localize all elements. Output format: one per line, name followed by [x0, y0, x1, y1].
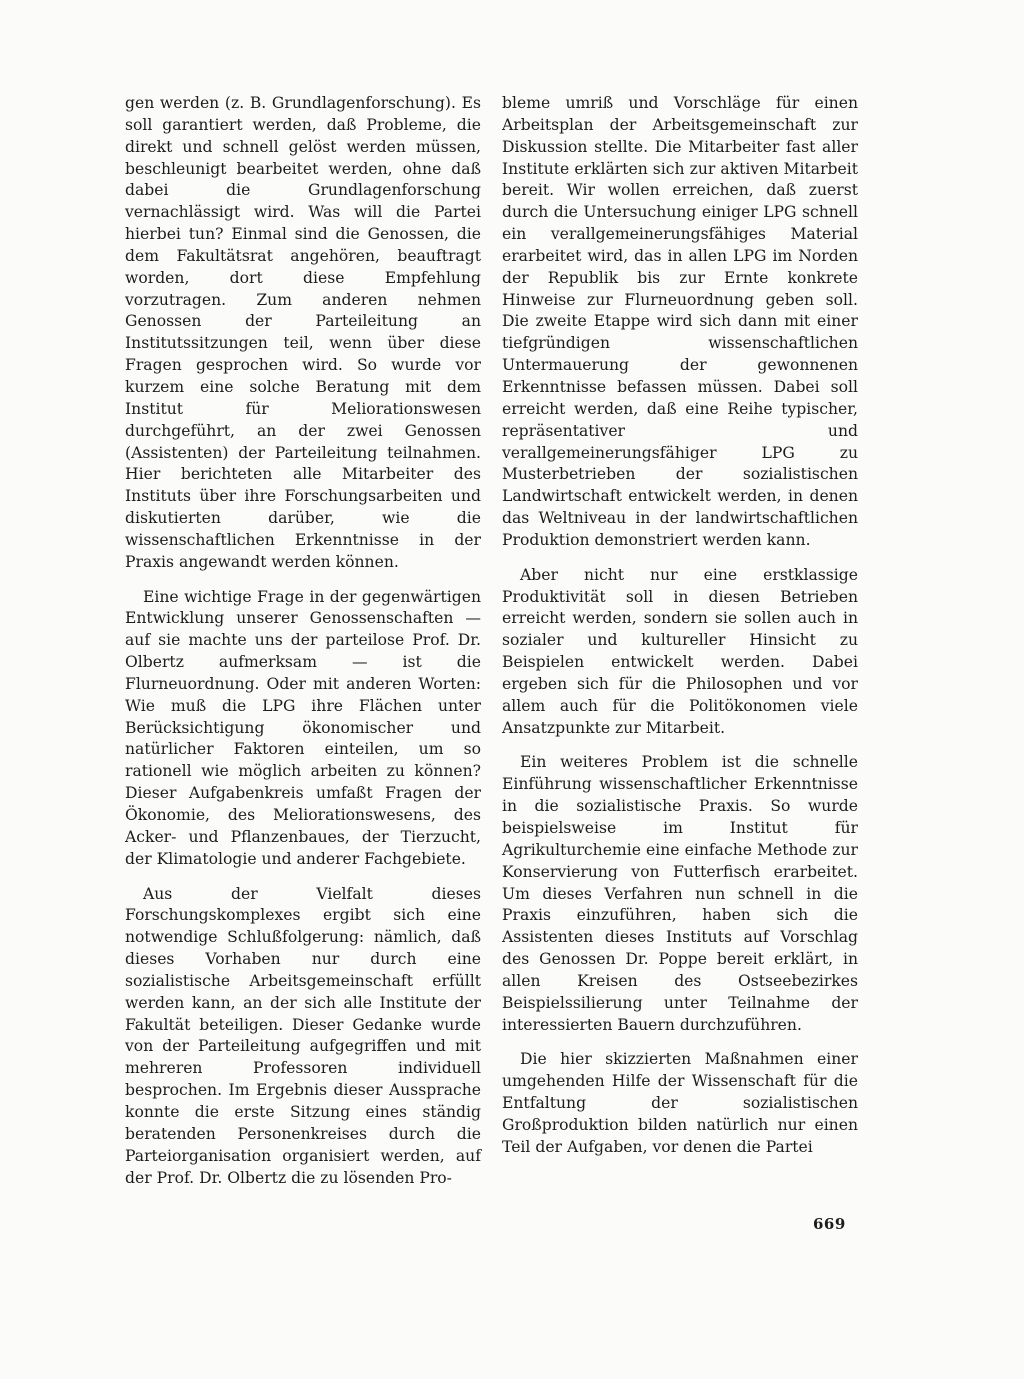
- page-number: 669: [813, 1215, 846, 1233]
- paragraph: Die hier skizzierten Maßnahmen einer umgehenden Hilfe der Wissenschaft für die Entfaltung der sozialistischen Großproduktion bilden natürlich nur einen Teil der Aufgaben, vor denen die Partei: [502, 1050, 858, 1156]
- right-column: [502, 93, 858, 1172]
- left-column: [125, 93, 481, 1202]
- paragraph: Ein weiteres Problem ist die schnelle Einführung wissenschaftlicher Erkenntnisse in die sozialistische Praxis. So wurde beispielsweise im Institut für Agrikulturchemie eine einfache Methode zur Konservierung von Futterfisch erarbeitet. Um dieses Verfahren nun schnell in die Praxis einzuführen, haben sich die Assistenten dieses Instituts auf Vorschlag des Genossen Dr. Poppe bereit erklärt, in allen Kreisen des Ostseebezirkes Beispielssilierung unter Teilnahme der interessierten Bauern durchzuführen.: [502, 753, 858, 1034]
- paragraph: Eine wichtige Frage in der gegenwärtigen Entwicklung unserer Genossenschaften — auf sie machte uns der parteilose Prof. Dr. Olbertz aufmerksam — ist die Flurneuordnung. Oder mit anderen Worten: Wie muß die LPG ihre Flächen unter Berücksichtigung ökonomischer und natürlicher Faktoren einteilen, um so rationell wie möglich arbeiten zu können? Dieser Aufgabenkreis umfaßt Fragen der Ökonomie, des Meliorationswesens, des Acker- und Pflanzenbaues, der Tierzucht, der Klimatologie und anderer Fachgebiete.: [125, 587, 481, 868]
- paragraph: Aus der Vielfalt dieses Forschungskomplexes ergibt sich eine notwendige Schlußfolgerung: nämlich, daß dieses Vorhaben nur durch eine sozialistische Arbeitsgemeinschaft erfüllt werden kann, an der sich alle Institute der Fakultät beteiligen. Dieser Gedanke wurde von der Parteileitung aufgegriffen und mit mehreren Professoren individuell besprochen. Im Ergebnis dieser Aussprache konnte die erste Sitzung eines ständig beratenden Personenkreises durch die Parteiorganisation organisiert werden, auf der Prof. Dr. Olbertz die zu lösenden Pro-: [125, 884, 481, 1187]
- paragraph: Aber nicht nur eine erstklassige Produktivität soll in diesen Betrieben erreicht werden, sondern sie sollen auch in sozialer und kultureller Hinsicht zu Beispielen entwickelt werden. Dabei ergeben sich für die Philosophen und vor allem auch für die Politökonomen viele Ansatzpunkte zur Mitarbeit.: [502, 565, 858, 737]
- paragraph: bleme umriß und Vorschläge für einen Arbeitsplan der Arbeitsgemeinschaft zur Diskussion stellte. Die Mitarbeiter fast aller Institute erklärten sich zur aktiven Mitarbeit bereit. Wir wollen erreichen, daß zuerst durch die Untersuchung einiger LPG schnell ein verallgemeinerungsfähiges Material erarbeitet wird, das in allen LPG im Norden der Republik bis zur Ernte konkrete Hinweise zur Flurneuordnung geben soll. Die zweite Etappe wird sich dann mit einer tiefgründigen wissenschaftlichen Untermauerung der gewonnenen Erkenntnisse befassen müssen. Dabei soll erreicht werden, daß eine Reihe typischer, repräsentativer und verallgemeinerungsfähiger LPG zu Musterbetrieben der sozialistischen Landwirtschaft entwickelt werden, in denen das Weltniveau in der landwirtschaftlichen Produktion demonstriert werden kann.: [502, 94, 858, 549]
- paragraph: gen werden (z. B. Grundlagenforschung). Es soll garantiert werden, daß Probleme, die direkt und schnell gelöst werden müssen, beschleunigt bearbeitet werden, ohne daß dabei die Grundlagenforschung vernachlässigt wird. Was will die Partei hierbei tun? Einmal sind die Genossen, die dem Fakultätsrat angehören, beauftragt worden, dort diese Empfehlung vorzutragen. Zum anderen nehmen Genossen der Parteileitung an Institutssitzungen teil, wenn über diese Fragen gesprochen wird. So wurde vor kurzem eine solche Beratung mit dem Institut für Meliorationswesen durchgeführt, an der zwei Genossen (Assistenten) der Parteileitung teilnahmen. Hier berichteten alle Mitarbeiter des Instituts über ihre Forschungsarbeiten und diskutierten darüber, wie die wissenschaftlichen Erkenntnisse in der Praxis angewandt werden können.: [125, 94, 481, 571]
